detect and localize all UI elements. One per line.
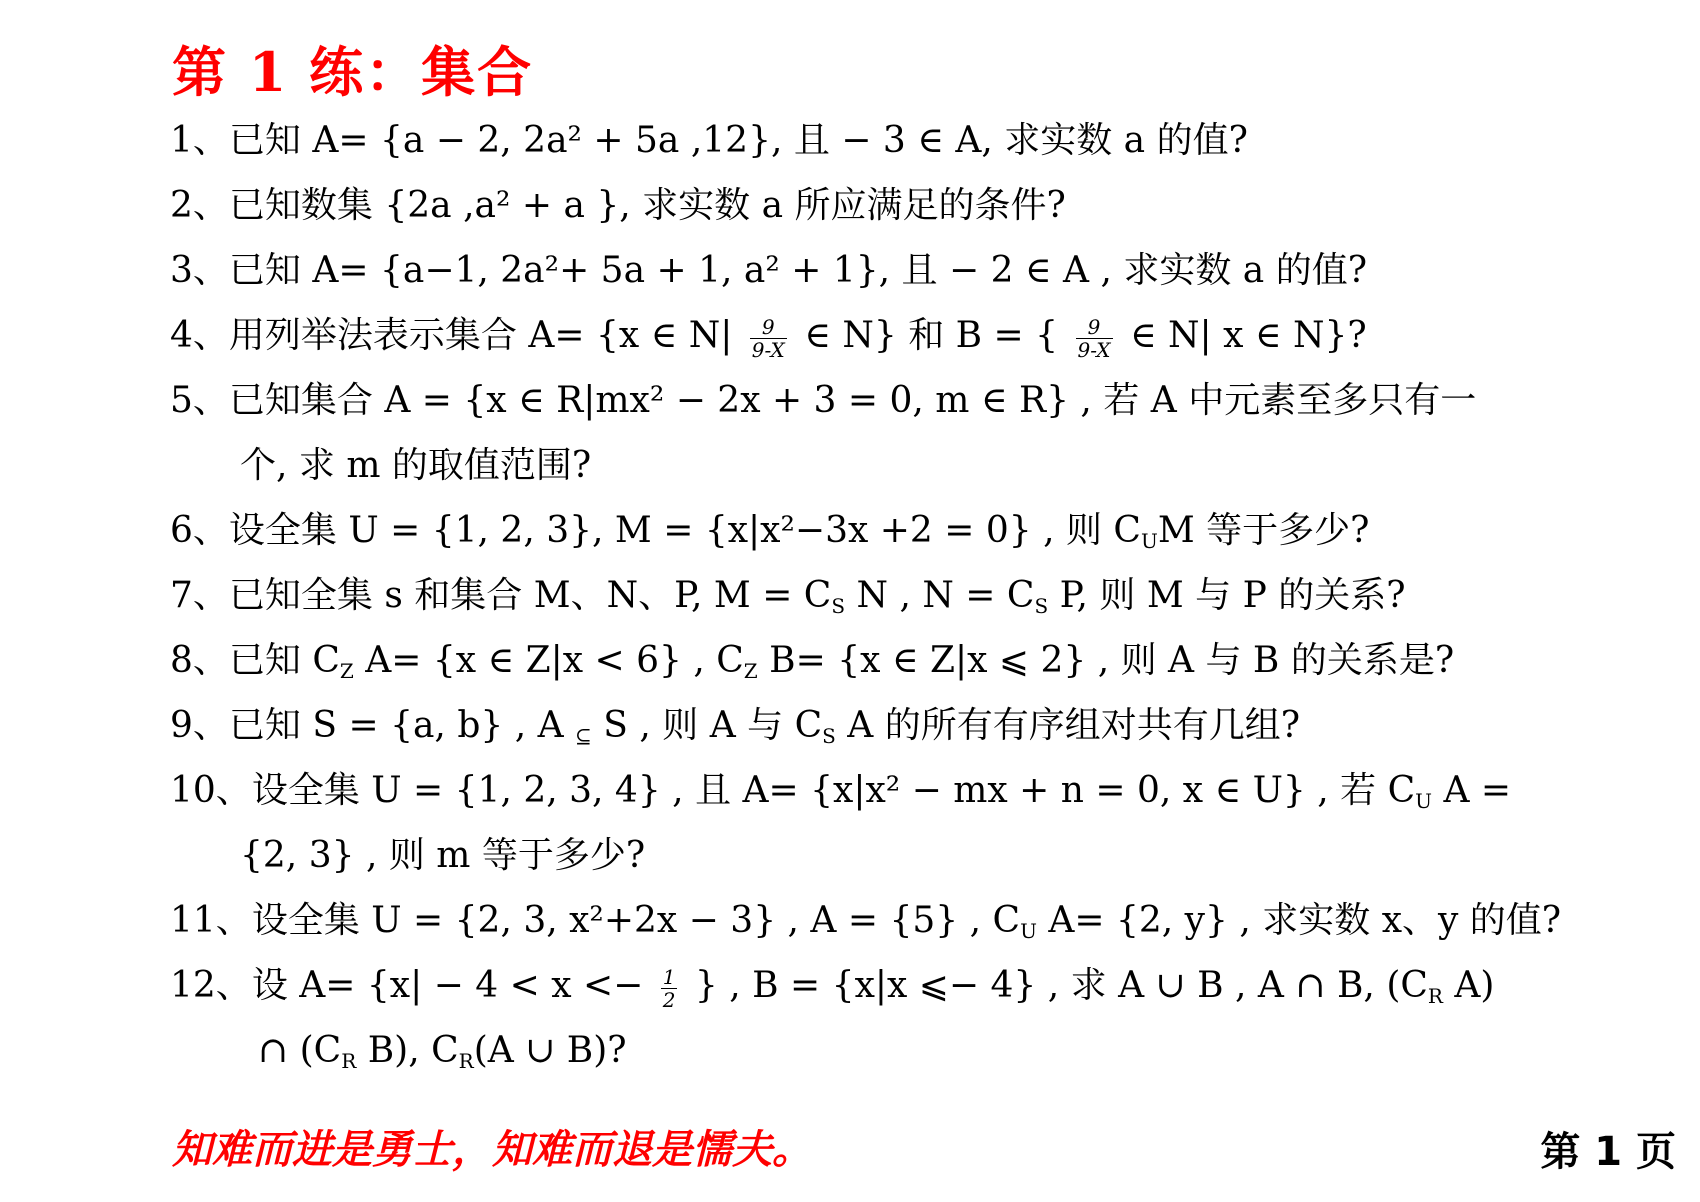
fraction-numerator: 1 — [662, 964, 676, 989]
subscript: R — [341, 1049, 357, 1073]
problem-8 — [170, 628, 1670, 693]
problem-5 — [170, 368, 1670, 433]
problem-text: 已知 C — [228, 640, 340, 681]
problem-text-tail: P, 则 M 与 P 的关系? — [1048, 575, 1406, 616]
problem-text: 已知 A= {a − 2, 2a² + 5a ,12}, 且 − 3 ∈ A, 求实数 a 的值? — [228, 120, 1248, 161]
problem-text: 设全集 U = {2, 3, x²+2x − 3} , A = {5} , C — [251, 900, 1021, 941]
problem-text-mid: A= {x ∈ Z|x < 6} , C — [353, 640, 744, 681]
subscript: U — [1020, 919, 1037, 943]
problem-9 — [170, 693, 1670, 758]
motto-footer: 知难而进是勇士，知难而退是懦夫。 — [172, 1126, 812, 1173]
problem-11 — [170, 888, 1670, 953]
fraction-denominator: 9-X — [1077, 337, 1111, 362]
problem-text-tail: A= {2, y} , 求实数 x、y 的值? — [1036, 900, 1562, 941]
problem-number: 1、 — [170, 120, 229, 161]
page-title: 第 1 练：集合 — [172, 40, 534, 104]
problem-text-cont-tail: (A ∪ B)? — [473, 1030, 627, 1071]
problem-text-mid: ∈ N} 和 B = { — [804, 315, 1059, 356]
fraction-denominator: 9-X — [751, 337, 785, 362]
problem-text-tail: ∈ N| x ∈ N}? — [1129, 315, 1367, 356]
fraction-half — [661, 966, 678, 1011]
page-number: 第 1 页 — [1540, 1129, 1676, 1175]
subscript: R — [458, 1049, 474, 1073]
problem-1 — [170, 108, 1670, 173]
fraction-a — [750, 316, 787, 361]
problem-number: 7、 — [170, 575, 229, 616]
subscript: R — [1427, 984, 1443, 1008]
problem-text: 已知 S = {a, b} , A — [228, 705, 576, 746]
problem-number: 10、 — [170, 770, 252, 811]
problem-text-tail: B= {x ∈ Z|x ⩽ 2} , 则 A 与 B 的关系是? — [757, 640, 1455, 681]
problem-text-tail: A = — [1432, 770, 1512, 811]
problem-text-mid: N , N = C — [845, 575, 1035, 616]
problem-text-cont: 个, 求 m 的取值范围? — [240, 445, 592, 486]
problem-5-continuation — [170, 433, 1670, 498]
problem-text-tail: A) — [1442, 965, 1495, 1006]
problem-text-tail: A 的所有有序组对共有几组? — [835, 705, 1301, 746]
problem-2 — [170, 173, 1670, 238]
problem-text-cont: ∩ (C — [258, 1030, 342, 1071]
problem-number: 12、 — [170, 965, 252, 1006]
problem-10 — [170, 758, 1670, 823]
fraction-b — [1076, 316, 1113, 361]
fraction-numerator: 9 — [750, 316, 787, 339]
problem-text-cont-mid: B), C — [356, 1030, 459, 1071]
problem-12 — [170, 953, 1670, 1018]
problem-number: 11、 — [170, 900, 252, 941]
problem-text: 已知 A= {a−1, 2a²+ 5a + 1, a² + 1}, 且 − 2 ∈ A , 求实数 a 的值? — [228, 250, 1368, 291]
problem-7 — [170, 563, 1670, 628]
problem-number: 2、 — [170, 185, 229, 226]
subscript: Z — [339, 659, 354, 683]
subscript: S — [831, 594, 846, 618]
problem-text-mid: S , 则 A 与 C — [591, 705, 823, 746]
problem-text: 设全集 U = {1, 2, 3}, M = {x|x²−3x +2 = 0} , 则 C — [228, 510, 1141, 551]
problem-text: 已知数集 {2a ,a² + a }, 求实数 a 所应满足的条件? — [228, 185, 1066, 226]
problem-4 — [170, 303, 1670, 368]
problem-text-mid: } , B = {x|x ⩽− 4} , 求 A ∪ B , A ∩ B, (C — [694, 965, 1428, 1006]
problem-number: 9、 — [170, 705, 229, 746]
problem-text: 设 A= {x| − 4 < x <− — [251, 965, 644, 1006]
problem-number: 3、 — [170, 250, 229, 291]
problem-text: 已知全集 s 和集合 M、N、P, M = C — [228, 575, 832, 616]
problem-number: 4、 — [170, 315, 229, 356]
problem-6 — [170, 498, 1670, 563]
fraction-numerator: 9 — [1076, 316, 1113, 339]
subscript: ⊆ — [575, 724, 592, 748]
subscript: S — [1034, 594, 1049, 618]
problem-10-continuation — [170, 823, 1670, 888]
subscript: Z — [743, 659, 758, 683]
problem-3 — [170, 238, 1670, 303]
problem-text-tail: M 等于多少? — [1157, 510, 1370, 551]
subscript: S — [822, 724, 836, 748]
problem-text: 用列举法表示集合 A= {x ∈ N| — [228, 315, 733, 356]
problem-list — [170, 108, 1670, 1083]
subscript: U — [1140, 529, 1158, 553]
problem-text: 已知集合 A = {x ∈ R|mx² − 2x + 3 = 0, m ∈ R} , 若 A 中元素至多只有一 — [228, 380, 1477, 421]
problem-12-continuation — [170, 1018, 1670, 1083]
problem-number: 6、 — [170, 510, 229, 551]
subscript: U — [1415, 789, 1433, 813]
fraction-denominator: 2 — [662, 987, 676, 1012]
problem-text: 设全集 U = {1, 2, 3, 4} , 且 A= {x|x² − mx + n = 0, x ∈ U} , 若 C — [251, 770, 1416, 811]
problem-number: 8、 — [170, 640, 229, 681]
problem-number: 5、 — [170, 380, 229, 421]
problem-text-cont: {2, 3} , 则 m 等于多少? — [240, 835, 646, 876]
